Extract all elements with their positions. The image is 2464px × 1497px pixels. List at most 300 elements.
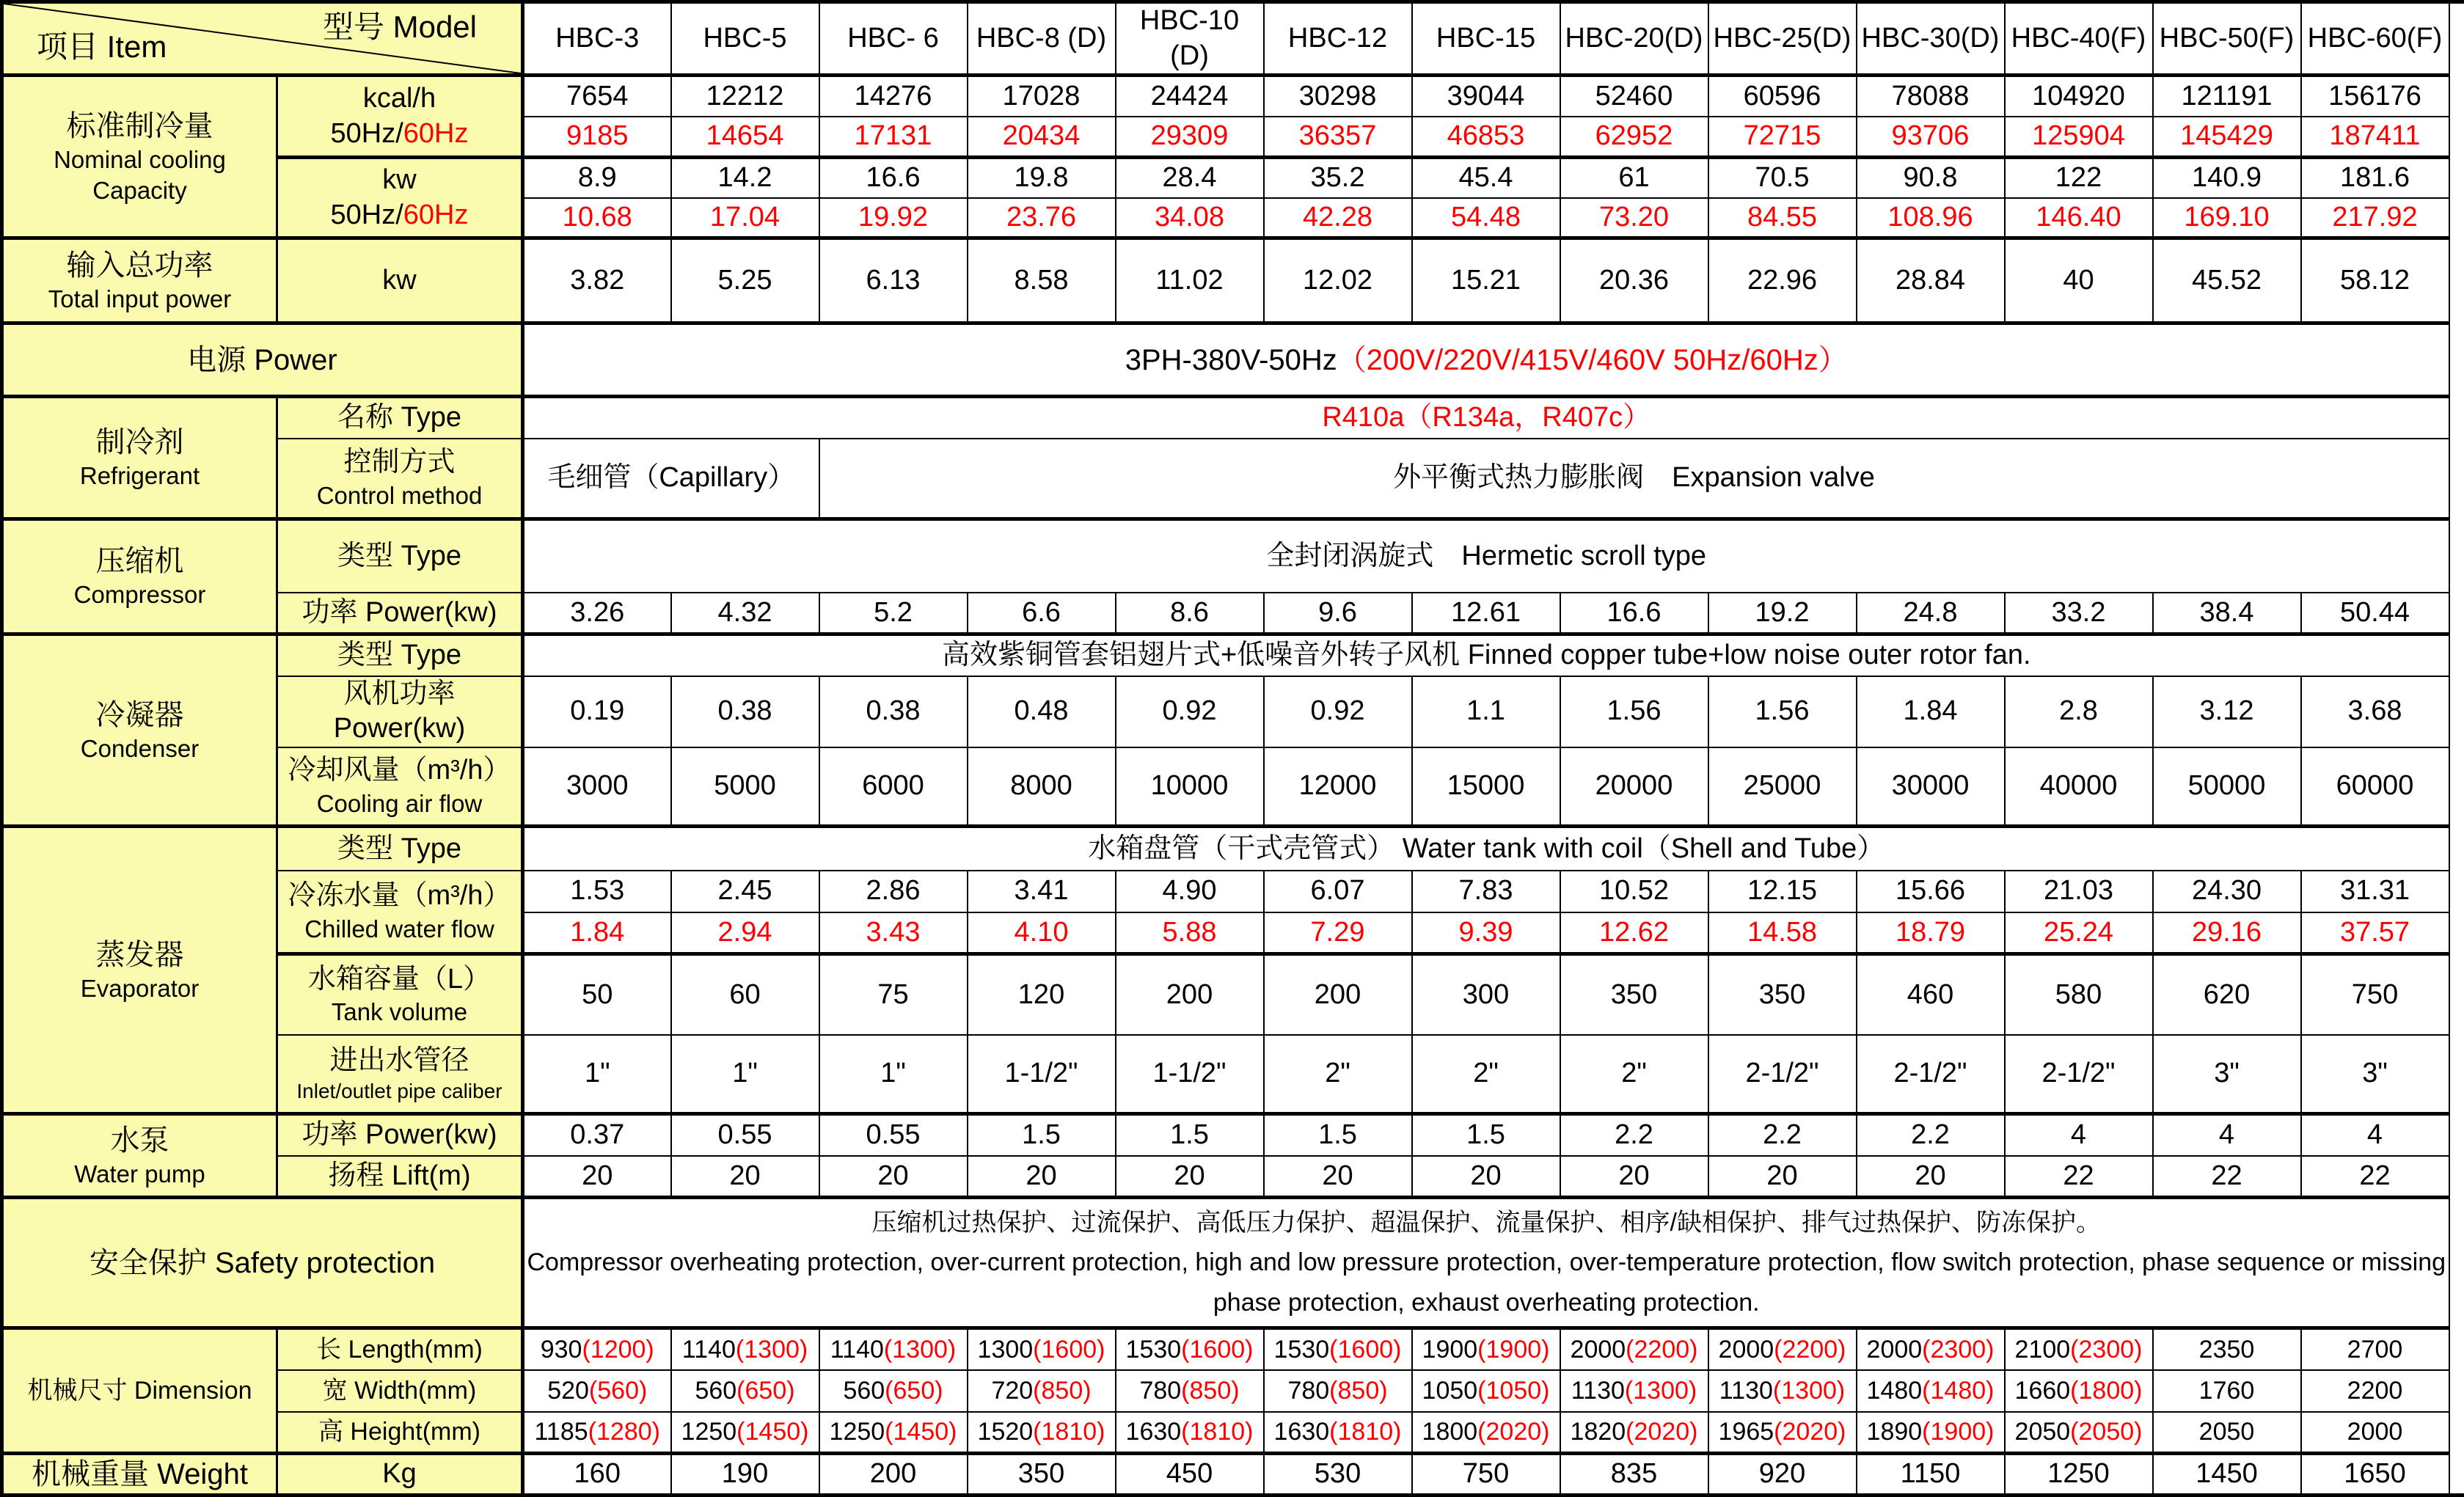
value-cell-total_input_kw: 12.02	[1264, 238, 1412, 323]
value-cell-pipe_caliber: 2-1/2"	[2005, 1035, 2153, 1114]
value-cell-cooling_kw_50: 122	[2005, 158, 2153, 198]
value-cell-tank_volume: 50	[523, 954, 671, 1035]
height-label: 高 Height(mm)	[277, 1412, 523, 1454]
value-cell-cooling_kw_60: 34.08	[1116, 198, 1264, 238]
value-cell-cooling_air_flow: 60000	[2301, 747, 2449, 827]
value-base: 1480	[1866, 1376, 1923, 1405]
value-cell-weight_kg: 350	[968, 1454, 1116, 1496]
value-cell-dim_length	[1264, 1328, 1412, 1370]
value-cell-chilled_water_60: 1.84	[523, 912, 671, 954]
value-cell-chilled_water_50: 3.41	[968, 871, 1116, 912]
fan-power-label: 风机功率 Power(kw)	[277, 676, 523, 747]
value-cell-cooling_kw_60: 108.96	[1857, 198, 2005, 238]
value-cell-total_input_kw: 3.82	[523, 238, 671, 323]
cooling-air-flow-label: 冷却风量（m³/h） Cooling air flow	[277, 747, 523, 827]
value-cell-weight_kg: 835	[1560, 1454, 1708, 1496]
value-cell-cooling_kcal_50: 60596	[1708, 76, 1857, 117]
cooling-capacity-label-cn: 标准制冷量	[66, 110, 213, 143]
value-cell-dim_length	[671, 1328, 819, 1370]
row-pump-lift	[2, 1156, 2464, 1198]
value-base: 1630	[1273, 1418, 1330, 1446]
model-col-header: HBC-12	[1264, 2, 1412, 76]
value-cell-weight_kg: 160	[523, 1454, 671, 1496]
value-cell-cooling_kcal_60: 93706	[1857, 117, 2005, 158]
value-cell-chilled_water_50: 7.83	[1412, 871, 1560, 912]
value-cell-fan_power: 1.56	[1708, 676, 1857, 747]
value-cell-pump_power: 4	[2005, 1114, 2153, 1156]
power-supply-value-red: （200V/220V/415V/460V 50Hz/60Hz）	[1337, 343, 1848, 376]
value-cell-chilled_water_60: 18.79	[1857, 912, 2005, 954]
value-cell-chilled_water_50: 15.66	[1857, 871, 2005, 912]
value-cell-pump_power: 1.5	[968, 1114, 1116, 1156]
value-cell-cooling_kcal_50: 78088	[1857, 76, 2005, 117]
value-cell-chilled_water_50: 24.30	[2153, 871, 2301, 912]
value-cell-cooling_kcal_50: 17028	[968, 76, 1116, 117]
total-input-power-label: 输入总功率 Total input power	[2, 238, 277, 323]
value-cell-pump_power: 1.5	[1264, 1114, 1412, 1156]
value-alt-red: (1450)	[736, 1418, 809, 1446]
value-cell-dim_width: 1760	[2153, 1370, 2301, 1412]
value-alt-red: (1600)	[1033, 1335, 1105, 1364]
row-cooling-kw-50hz	[2, 158, 2464, 198]
power-supply-value	[523, 323, 2449, 397]
value-cell-pump_lift: 20	[1412, 1156, 1560, 1198]
row-chilled-water-50hz	[2, 871, 2464, 912]
value-alt-red: (2300)	[1922, 1335, 1995, 1364]
value-cell-dim_length: 2700	[2301, 1328, 2449, 1370]
value-cell-pump_lift: 20	[1560, 1156, 1708, 1198]
value-cell-cooling_kw_50: 16.6	[819, 158, 968, 198]
value-cell-tank_volume: 350	[1708, 954, 1857, 1035]
value-cell-cooling_kcal_60: 72715	[1708, 117, 1857, 158]
cooling-capacity-label	[2, 76, 277, 238]
compressor-label: 压缩机 Compressor	[2, 519, 277, 634]
value-base: 560	[843, 1376, 885, 1405]
value-alt-red: (1600)	[1329, 1335, 1402, 1364]
length-label: 长 Length(mm)	[277, 1328, 523, 1370]
value-cell-pipe_caliber: 1-1/2"	[968, 1035, 1116, 1114]
value-alt-red: (1900)	[1477, 1335, 1550, 1364]
value-cell-chilled_water_60: 9.39	[1412, 912, 1560, 954]
value-cell-dim_width	[1708, 1370, 1857, 1412]
value-cell-pump_power: 4	[2301, 1114, 2449, 1156]
value-cell-cooling_kw_60: 19.92	[819, 198, 968, 238]
value-cell-fan_power: 3.68	[2301, 676, 2449, 747]
value-cell-tank_volume: 300	[1412, 954, 1560, 1035]
value-base: 1530	[1273, 1335, 1330, 1364]
value-cell-cooling_kcal_50: 30298	[1264, 76, 1412, 117]
value-cell-dim_height	[523, 1412, 671, 1454]
value-cell-pump_power: 2.2	[1560, 1114, 1708, 1156]
model-header-label: 型号 Model	[322, 10, 477, 44]
value-base: 1050	[1422, 1376, 1478, 1405]
value-cell-dim_width	[819, 1370, 968, 1412]
evaporator-label: 蒸发器 Evaporator	[2, 827, 277, 1114]
refrigerant-label: 制冷剂 Refrigerant	[2, 397, 277, 519]
value-alt-red: (1480)	[1922, 1376, 1995, 1405]
value-cell-compressor_power: 6.6	[968, 593, 1116, 634]
hz-label: 50Hz/60Hz	[330, 199, 469, 230]
row-weight	[2, 1454, 2464, 1496]
value-cell-chilled_water_50: 1.53	[523, 871, 671, 912]
model-col-header: HBC-40(F)	[2005, 2, 2153, 76]
value-cell-compressor_power: 50.44	[2301, 593, 2449, 634]
value-alt-red: (1810)	[1181, 1418, 1254, 1446]
value-cell-compressor_power: 19.2	[1708, 593, 1857, 634]
value-cell-dim_height	[1560, 1412, 1708, 1454]
value-cell-pipe_caliber: 1-1/2"	[1116, 1035, 1264, 1114]
value-cell-weight_kg: 200	[819, 1454, 968, 1496]
value-cell-pump_lift: 22	[2301, 1156, 2449, 1198]
row-evaporator-type	[2, 827, 2464, 871]
value-cell-cooling_kcal_60: 125904	[2005, 117, 2153, 158]
value-base: 1965	[1718, 1418, 1774, 1446]
value-cell-dim_width	[1264, 1370, 1412, 1412]
value-cell-pump_lift: 20	[1857, 1156, 2005, 1198]
row-cooling-kcal-50hz	[2, 76, 2464, 117]
value-cell-dim_length	[819, 1328, 968, 1370]
value-base: 2050	[2014, 1418, 2071, 1446]
model-col-header: HBC-10 (D)	[1116, 2, 1264, 76]
value-cell-chilled_water_50: 2.45	[671, 871, 819, 912]
value-cell-total_input_kw: 8.58	[968, 238, 1116, 323]
diagonal-cell-inner	[4, 4, 521, 73]
value-base: 1130	[1719, 1376, 1773, 1405]
value-base: 780	[1139, 1376, 1182, 1405]
value-cell-total_input_kw: 22.96	[1708, 238, 1857, 323]
refrigerant-name-value: R410a（R134a，R407c）	[523, 397, 2449, 439]
value-cell-cooling_kcal_50: 24424	[1116, 76, 1264, 117]
value-cell-compressor_power: 8.6	[1116, 593, 1264, 634]
value-base: 560	[695, 1376, 737, 1405]
value-alt-red: (560)	[588, 1376, 648, 1405]
value-cell-cooling_kw_50: 70.5	[1708, 158, 1857, 198]
value-cell-chilled_water_60: 12.62	[1560, 912, 1708, 954]
value-cell-dim_height	[1708, 1412, 1857, 1454]
value-cell-pump_power: 4	[2153, 1114, 2301, 1156]
value-alt-red: (1050)	[1477, 1376, 1550, 1405]
condenser-label: 冷凝器 Condenser	[2, 634, 277, 827]
hz-label: 50Hz/60Hz	[330, 117, 469, 149]
value-cell-chilled_water_60: 2.94	[671, 912, 819, 954]
model-col-header: HBC-3	[523, 2, 671, 76]
value-alt-red: (1810)	[1329, 1418, 1402, 1446]
value-cell-fan_power: 1.84	[1857, 676, 2005, 747]
value-cell-dim_height: 2050	[2153, 1412, 2301, 1454]
value-base: 1250	[681, 1418, 737, 1446]
value-cell-chilled_water_50: 10.52	[1560, 871, 1708, 912]
evaporator-type-value: 水箱盘管（干式壳管式） Water tank with coil（Shell and Tube）	[523, 827, 2449, 871]
value-cell-cooling_kw_60: 84.55	[1708, 198, 1857, 238]
value-cell-tank_volume: 200	[1116, 954, 1264, 1035]
row-refrigerant-name	[2, 397, 2464, 439]
value-cell-weight_kg: 530	[1264, 1454, 1412, 1496]
value-cell-compressor_power: 16.6	[1560, 593, 1708, 634]
value-alt-red: (1300)	[735, 1335, 808, 1364]
value-alt-red: (2200)	[1774, 1335, 1846, 1364]
value-alt-red: (2300)	[2070, 1335, 2143, 1364]
value-cell-cooling_air_flow: 8000	[968, 747, 1116, 827]
value-cell-cooling_kcal_50: 12212	[671, 76, 819, 117]
kw-unit: kw	[382, 164, 417, 195]
value-cell-dim_width	[1857, 1370, 2005, 1412]
model-col-header: HBC-15	[1412, 2, 1560, 76]
value-cell-dim_length	[2005, 1328, 2153, 1370]
value-cell-cooling_kw_60: 54.48	[1412, 198, 1560, 238]
model-col-header: HBC-5	[671, 2, 819, 76]
value-cell-chilled_water_50: 12.15	[1708, 871, 1857, 912]
value-base: 1130	[1571, 1376, 1625, 1405]
value-alt-red: (850)	[1329, 1376, 1388, 1405]
value-cell-chilled_water_60: 7.29	[1264, 912, 1412, 954]
value-cell-cooling_air_flow: 15000	[1412, 747, 1560, 827]
value-cell-pump_power: 2.2	[1708, 1114, 1857, 1156]
value-base: 2000	[1866, 1335, 1923, 1364]
value-cell-cooling_kcal_50: 121191	[2153, 76, 2301, 117]
value-base: 520	[547, 1376, 589, 1405]
value-cell-cooling_kcal_50: 52460	[1560, 76, 1708, 117]
value-base: 2100	[2014, 1335, 2071, 1364]
value-cell-pump_power: 1.5	[1412, 1114, 1560, 1156]
value-base: 1185	[534, 1418, 588, 1446]
value-cell-total_input_kw: 20.36	[1560, 238, 1708, 323]
value-cell-fan_power: 3.12	[2153, 676, 2301, 747]
row-pipe-caliber	[2, 1035, 2464, 1114]
value-cell-dim_width	[1116, 1370, 1264, 1412]
value-cell-tank_volume: 460	[1857, 954, 2005, 1035]
value-cell-cooling_kw_60: 17.04	[671, 198, 819, 238]
row-compressor-type	[2, 519, 2464, 593]
value-cell-weight_kg: 1250	[2005, 1454, 2153, 1496]
compressor-power-label: 功率 Power(kw)	[277, 593, 523, 634]
model-col-header: HBC- 6	[819, 2, 968, 76]
value-cell-cooling_air_flow: 20000	[1560, 747, 1708, 827]
value-cell-dim_length	[523, 1328, 671, 1370]
value-cell-cooling_kw_50: 35.2	[1264, 158, 1412, 198]
value-cell-dim_width	[523, 1370, 671, 1412]
value-cell-cooling_kcal_50: 156176	[2301, 76, 2449, 117]
value-base: 1630	[1125, 1418, 1182, 1446]
value-cell-chilled_water_60: 25.24	[2005, 912, 2153, 954]
value-cell-dim_height	[1412, 1412, 1560, 1454]
value-alt-red: (650)	[885, 1376, 943, 1405]
value-cell-cooling_kw_60: 169.10	[2153, 198, 2301, 238]
value-cell-cooling_kw_50: 61	[1560, 158, 1708, 198]
row-refrigerant-control	[2, 439, 2464, 519]
value-cell-pump_power: 1.5	[1116, 1114, 1264, 1156]
value-cell-pump_lift: 20	[968, 1156, 1116, 1198]
value-cell-pipe_caliber: 2-1/2"	[1708, 1035, 1857, 1114]
model-item-diagonal-cell	[2, 2, 523, 76]
value-alt-red: (650)	[736, 1376, 795, 1405]
value-cell-chilled_water_60: 3.43	[819, 912, 968, 954]
safety-protection-label: 安全保护 Safety protection	[2, 1198, 523, 1328]
control-expansion-value: 外平衡式热力膨胀阀 Expansion valve	[819, 439, 2449, 519]
value-cell-cooling_kw_50: 28.4	[1116, 158, 1264, 198]
pump-power-label: 功率 Power(kw)	[277, 1114, 523, 1156]
value-cell-dim_height	[1857, 1412, 2005, 1454]
value-base: 1800	[1422, 1418, 1478, 1446]
row-pump-power	[2, 1114, 2464, 1156]
value-cell-fan_power: 1.56	[1560, 676, 1708, 747]
value-cell-pipe_caliber: 1"	[819, 1035, 968, 1114]
weight-unit-label: Kg	[277, 1454, 523, 1496]
value-cell-dim_height	[1264, 1412, 1412, 1454]
value-alt-red: (1300)	[1772, 1376, 1846, 1405]
value-cell-tank_volume: 580	[2005, 954, 2153, 1035]
row-safety-protection	[2, 1198, 2464, 1328]
value-cell-pump_lift: 20	[819, 1156, 968, 1198]
value-cell-tank_volume: 750	[2301, 954, 2449, 1035]
value-alt-red: (850)	[1181, 1376, 1240, 1405]
value-cell-compressor_power: 38.4	[2153, 593, 2301, 634]
value-cell-compressor_power: 5.2	[819, 593, 968, 634]
value-cell-cooling_kcal_60: 9185	[523, 117, 671, 158]
value-alt-red: (1300)	[1624, 1376, 1697, 1405]
value-cell-cooling_air_flow: 3000	[523, 747, 671, 827]
value-base: 1820	[1570, 1418, 1626, 1446]
value-cell-pump_lift: 22	[2005, 1156, 2153, 1198]
value-cell-chilled_water_60: 29.16	[2153, 912, 2301, 954]
value-cell-cooling_kw_60: 42.28	[1264, 198, 1412, 238]
value-cell-total_input_kw: 15.21	[1412, 238, 1560, 323]
value-cell-cooling_kcal_60: 145429	[2153, 117, 2301, 158]
value-alt-red: (2050)	[2070, 1418, 2143, 1446]
value-base: 1140	[830, 1335, 884, 1364]
cooling-kw-unit-label	[277, 158, 523, 238]
value-alt-red: (1600)	[1181, 1335, 1254, 1364]
value-cell-chilled_water_60: 14.58	[1708, 912, 1857, 954]
value-cell-cooling_kcal_60: 20434	[968, 117, 1116, 158]
value-cell-pump_power: 0.37	[523, 1114, 671, 1156]
value-cell-cooling_kw_50: 181.6	[2301, 158, 2449, 198]
width-label: 宽 Width(mm)	[277, 1370, 523, 1412]
value-cell-chilled_water_50: 6.07	[1264, 871, 1412, 912]
value-cell-dim_height: 2000	[2301, 1412, 2449, 1454]
value-cell-dim_length: 2350	[2153, 1328, 2301, 1370]
value-cell-chilled_water_50: 31.31	[2301, 871, 2449, 912]
value-cell-cooling_kw_60: 10.68	[523, 198, 671, 238]
value-cell-compressor_power: 12.61	[1412, 593, 1560, 634]
value-cell-pipe_caliber: 1"	[523, 1035, 671, 1114]
value-base: 1890	[1866, 1418, 1923, 1446]
value-cell-pump_power: 0.55	[671, 1114, 819, 1156]
value-base: 780	[1287, 1376, 1330, 1405]
value-cell-dim_width	[968, 1370, 1116, 1412]
value-cell-pump_power: 2.2	[1857, 1114, 2005, 1156]
value-cell-pipe_caliber: 1"	[671, 1035, 819, 1114]
value-cell-cooling_air_flow: 12000	[1264, 747, 1412, 827]
value-cell-total_input_kw: 28.84	[1857, 238, 2005, 323]
value-cell-cooling_kw_50: 45.4	[1412, 158, 1560, 198]
value-alt-red: (1200)	[582, 1335, 654, 1364]
value-alt-red: (1300)	[883, 1335, 957, 1364]
weight-label: 机械重量 Weight	[2, 1454, 277, 1496]
value-cell-cooling_air_flow: 6000	[819, 747, 968, 827]
pipe-caliber-label: 进出水管径 Inlet/outlet pipe caliber	[277, 1035, 523, 1114]
value-base: 1520	[977, 1418, 1034, 1446]
value-alt-red: (850)	[1033, 1376, 1092, 1405]
value-cell-cooling_kcal_60: 187411	[2301, 117, 2449, 158]
value-cell-chilled_water_60: 37.57	[2301, 912, 2449, 954]
value-cell-cooling_kw_60: 73.20	[1560, 198, 1708, 238]
value-base: 1300	[977, 1335, 1034, 1364]
water-pump-label: 水泵 Water pump	[2, 1114, 277, 1198]
safety-line-cn: 压缩机过热保护、过流保护、高低压力保护、超温保护、流量保护、相序/缺相保护、排气过热保护、防冻保护。	[871, 1208, 2101, 1237]
cooling-capacity-label-en: Nominal cooling Capacity	[54, 146, 226, 204]
value-cell-chilled_water_60: 5.88	[1116, 912, 1264, 954]
value-cell-cooling_kw_50: 19.8	[968, 158, 1116, 198]
model-col-header: HBC-50(F)	[2153, 2, 2301, 76]
refrigerant-name-label: 名称 Type	[277, 397, 523, 439]
chilled-water-label: 冷冻水量（m³/h） Chilled water flow	[277, 871, 523, 954]
value-cell-cooling_kw_50: 8.9	[523, 158, 671, 198]
value-cell-weight_kg: 1650	[2301, 1454, 2449, 1496]
value-cell-cooling_air_flow: 50000	[2153, 747, 2301, 827]
value-base: 2000	[1570, 1335, 1626, 1364]
value-cell-dim_width	[1560, 1370, 1708, 1412]
value-cell-total_input_kw: 5.25	[671, 238, 819, 323]
value-cell-cooling_kcal_50: 14276	[819, 76, 968, 117]
value-cell-fan_power: 1.1	[1412, 676, 1560, 747]
value-cell-compressor_power: 3.26	[523, 593, 671, 634]
safety-line-en: Compressor overheating protection, over-current protection, high and low pressure protection, over-temperature protection, flow switch protection, phase sequence or missing phase protection, exhaust overheating protection.	[527, 1248, 2446, 1317]
value-cell-chilled_water_50: 21.03	[2005, 871, 2153, 912]
value-cell-cooling_kcal_60: 29309	[1116, 117, 1264, 158]
value-cell-fan_power: 0.19	[523, 676, 671, 747]
value-cell-tank_volume: 120	[968, 954, 1116, 1035]
control-capillary-value: 毛细管（Capillary）	[523, 439, 819, 519]
value-alt-red: (1810)	[1033, 1418, 1105, 1446]
value-cell-fan_power: 0.48	[968, 676, 1116, 747]
condenser-type-label: 类型 Type	[277, 634, 523, 676]
value-cell-fan_power: 0.38	[671, 676, 819, 747]
value-cell-fan_power: 2.8	[2005, 676, 2153, 747]
row-dim-height	[2, 1412, 2464, 1454]
value-cell-cooling_air_flow: 10000	[1116, 747, 1264, 827]
value-cell-cooling_kcal_50: 7654	[523, 76, 671, 117]
row-power-supply	[2, 323, 2464, 397]
value-base: 1140	[681, 1335, 736, 1364]
value-cell-total_input_kw: 11.02	[1116, 238, 1264, 323]
value-cell-pipe_caliber: 2"	[1412, 1035, 1560, 1114]
value-cell-cooling_kcal_60: 14654	[671, 117, 819, 158]
pump-lift-label: 扬程 Lift(m)	[277, 1156, 523, 1198]
value-cell-cooling_kw_60: 217.92	[2301, 198, 2449, 238]
row-dim-length	[2, 1328, 2464, 1370]
value-base: 1900	[1422, 1335, 1478, 1364]
value-cell-cooling_kcal_50: 39044	[1412, 76, 1560, 117]
value-cell-pump_lift: 20	[671, 1156, 819, 1198]
value-cell-pipe_caliber: 3"	[2153, 1035, 2301, 1114]
compressor-type-value: 全封闭涡旋式 Hermetic scroll type	[523, 519, 2449, 593]
value-cell-chilled_water_50: 4.90	[1116, 871, 1264, 912]
value-cell-dim_height	[2005, 1412, 2153, 1454]
value-cell-weight_kg: 920	[1708, 1454, 1857, 1496]
value-cell-pump_lift: 20	[1708, 1156, 1857, 1198]
value-cell-cooling_kw_50: 140.9	[2153, 158, 2301, 198]
value-cell-total_input_kw: 45.52	[2153, 238, 2301, 323]
value-cell-total_input_kw: 40	[2005, 238, 2153, 323]
row-compressor-power	[2, 593, 2464, 634]
value-cell-cooling_kcal_60: 17131	[819, 117, 968, 158]
value-base: 1660	[2014, 1376, 2071, 1405]
value-cell-weight_kg: 1450	[2153, 1454, 2301, 1496]
value-cell-total_input_kw: 58.12	[2301, 238, 2449, 323]
right-filler-column	[2449, 2, 2464, 1496]
model-col-header: HBC-25(D)	[1708, 2, 1857, 76]
control-method-label: 控制方式 Control method	[277, 439, 523, 519]
